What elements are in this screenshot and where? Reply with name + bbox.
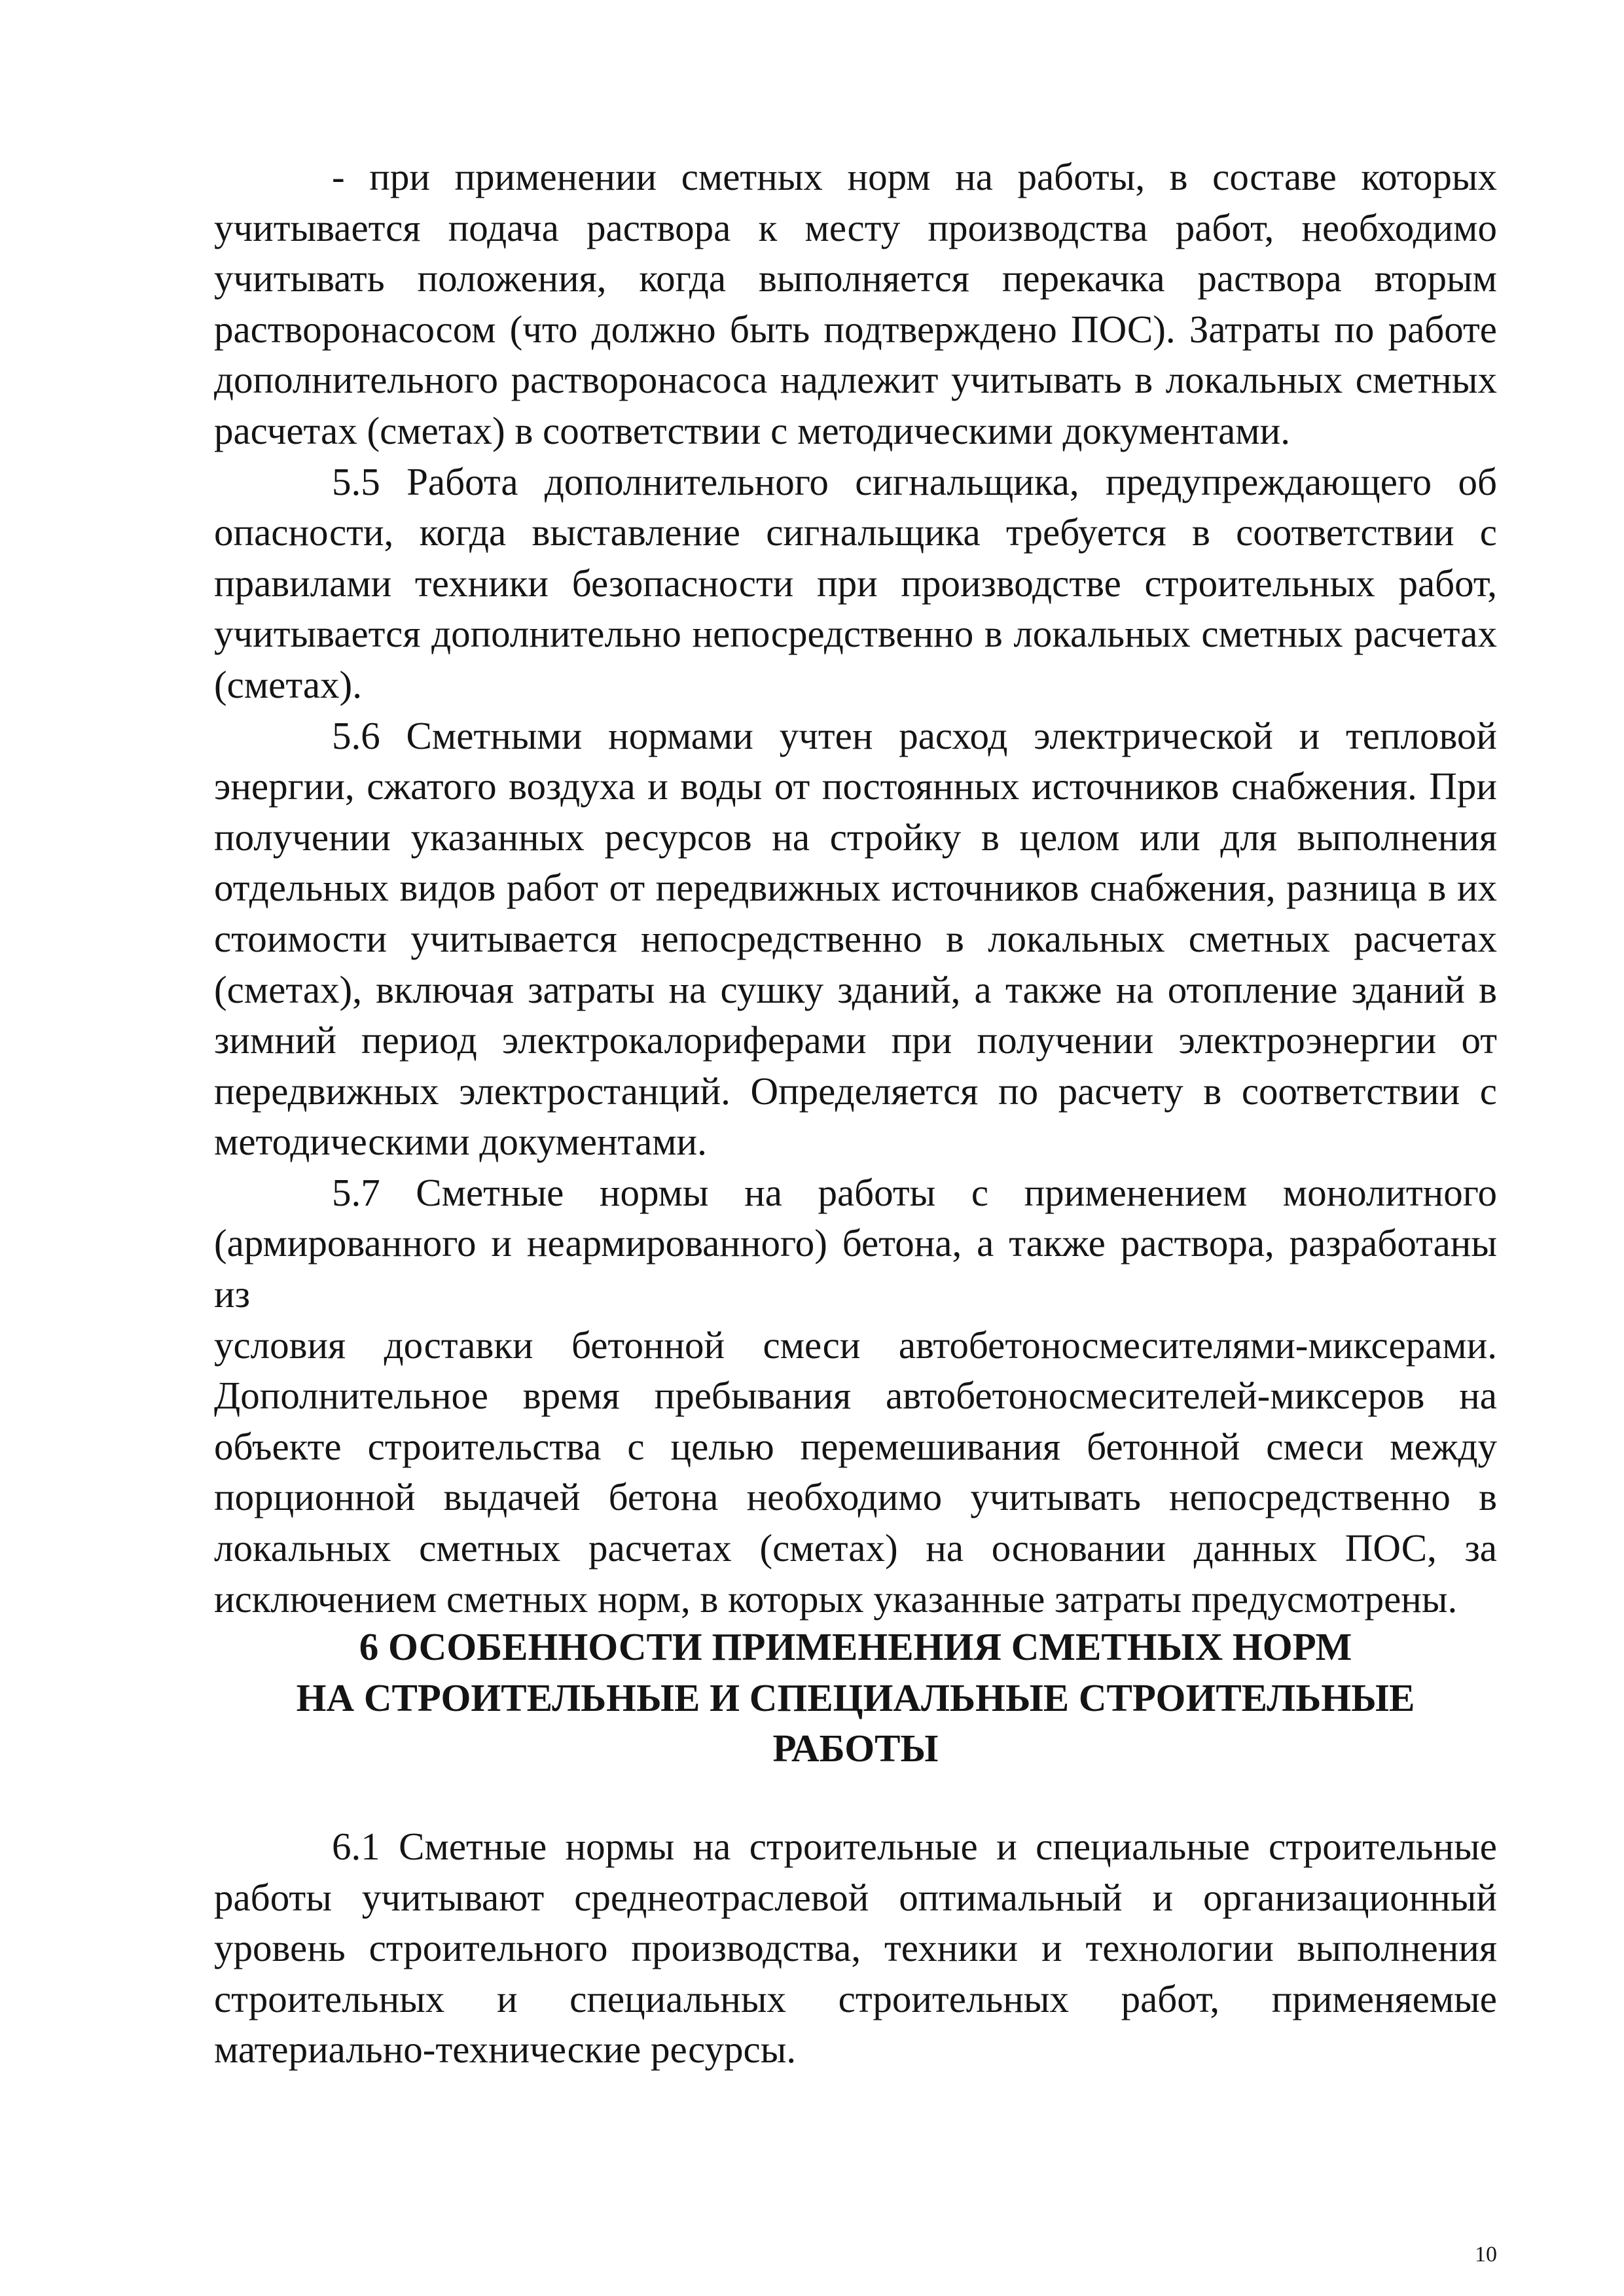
text-line: энергии, сжатого воздуха и воды от постоянных источников снабжения. При — [214, 764, 1497, 808]
text-line: уровень строительного производства, техники и технологии выполнения — [214, 1926, 1497, 1970]
text-line: стоимости учитывается непосредственно в локальных сметных расчетах — [214, 916, 1497, 960]
text-line: 6.1 Сметные нормы на строительные и специальные строительные — [332, 1825, 1497, 1868]
paragraph-dash-item — [214, 152, 1497, 457]
text-line: строительных и специальных строительных работ, применяемые — [214, 1977, 1497, 2020]
text-line: 5.5 Работа дополнительного сигнальщика, предупреждающего об — [332, 459, 1497, 503]
text-line: исключением сметных норм, в которых указанные затраты предусмотрены. — [214, 1577, 1458, 1621]
text-line: - при применении сметных норм на работы, в составе которых — [332, 155, 1497, 198]
text-line: расчетах (сметах) в соответствии с методическими документами. — [214, 408, 1290, 452]
paragraph-5-6 — [214, 711, 1497, 1168]
text-line: учитывать положения, когда выполняется перекачка раствора вторым — [214, 257, 1497, 300]
page-number: 10 — [1475, 2242, 1497, 2267]
text-line: опасности, когда выставление сигнальщика требуется в соответствии с — [214, 511, 1497, 554]
text-line: (сметах). — [214, 662, 362, 706]
text-line: дополнительного растворонасоса надлежит учитывать в локальных сметных — [214, 358, 1497, 402]
text-line: работы учитывают среднеотраслевой оптимальный и организационный — [214, 1875, 1497, 1919]
text-line: объекте строительства с целью перемешивания бетонной смеси между — [214, 1424, 1497, 1468]
text-line: передвижных электростанций. Определяется по расчету в соответствии с — [214, 1069, 1497, 1113]
text-line: 5.6 Сметными нормами учтен расход электрической и тепловой — [332, 713, 1497, 757]
text-line: растворонасосом (что должно быть подтверждено ПОС). Затраты по работе — [214, 307, 1497, 351]
text-line: условия доставки бетонной смеси автобетоносмесителями-миксерами. — [214, 1323, 1497, 1367]
body-text-section-6 — [214, 1821, 1497, 2075]
paragraph-6-1 — [214, 1821, 1497, 2075]
text-line: получении указанных ресурсов на стройку в целом или для выполнения — [214, 815, 1497, 859]
text-line: материально-технические ресурсы. — [214, 2028, 797, 2072]
text-line: (сметах), включая затраты на сушку зданий, а также на отопление зданий в — [214, 967, 1497, 1011]
text-line: методическими документами. — [214, 1120, 707, 1164]
heading-line: 6 ОСОБЕННОСТИ ПРИМЕНЕНИЯ СМЕТНЫХ НОРМ — [359, 1625, 1352, 1668]
body-text-upper — [214, 152, 1497, 1624]
text-line: Дополнительное время пребывания автобетоносмесителей-миксеров на — [214, 1374, 1497, 1418]
text-line: учитывается дополнительно непосредственно в локальных сметных расчетах — [214, 612, 1497, 656]
text-line: порционной выдачей бетона необходимо учитывать непосредственно в — [214, 1475, 1497, 1519]
paragraph-5-7 — [214, 1168, 1497, 1624]
paragraph-5-5 — [214, 457, 1497, 711]
text-line: зимний период электрокалориферами при получении электроэнергии от — [214, 1018, 1497, 1062]
text-line: локальных сметных расчетах (сметах) на основании данных ПОС, за — [214, 1526, 1497, 1570]
text-line: правилами техники безопасности при производстве строительных работ, — [214, 561, 1497, 605]
heading-line: НА СТРОИТЕЛЬНЫЕ И СПЕЦИАЛЬНЫЕ СТРОИТЕЛЬНЫЕ — [296, 1676, 1415, 1719]
section-heading — [214, 1622, 1497, 1774]
text-line: 5.7 Сметные нормы на работы с применением монолитного — [332, 1170, 1497, 1214]
text-line: (армированного и неармированного) бетона, а также раствора, разработаны из — [214, 1221, 1497, 1316]
heading-line: РАБОТЫ — [772, 1727, 939, 1770]
text-line: учитывается подача раствора к месту производства работ, необходимо — [214, 206, 1497, 249]
text-line: отдельных видов работ от передвижных источников снабжения, разница в их — [214, 866, 1497, 910]
